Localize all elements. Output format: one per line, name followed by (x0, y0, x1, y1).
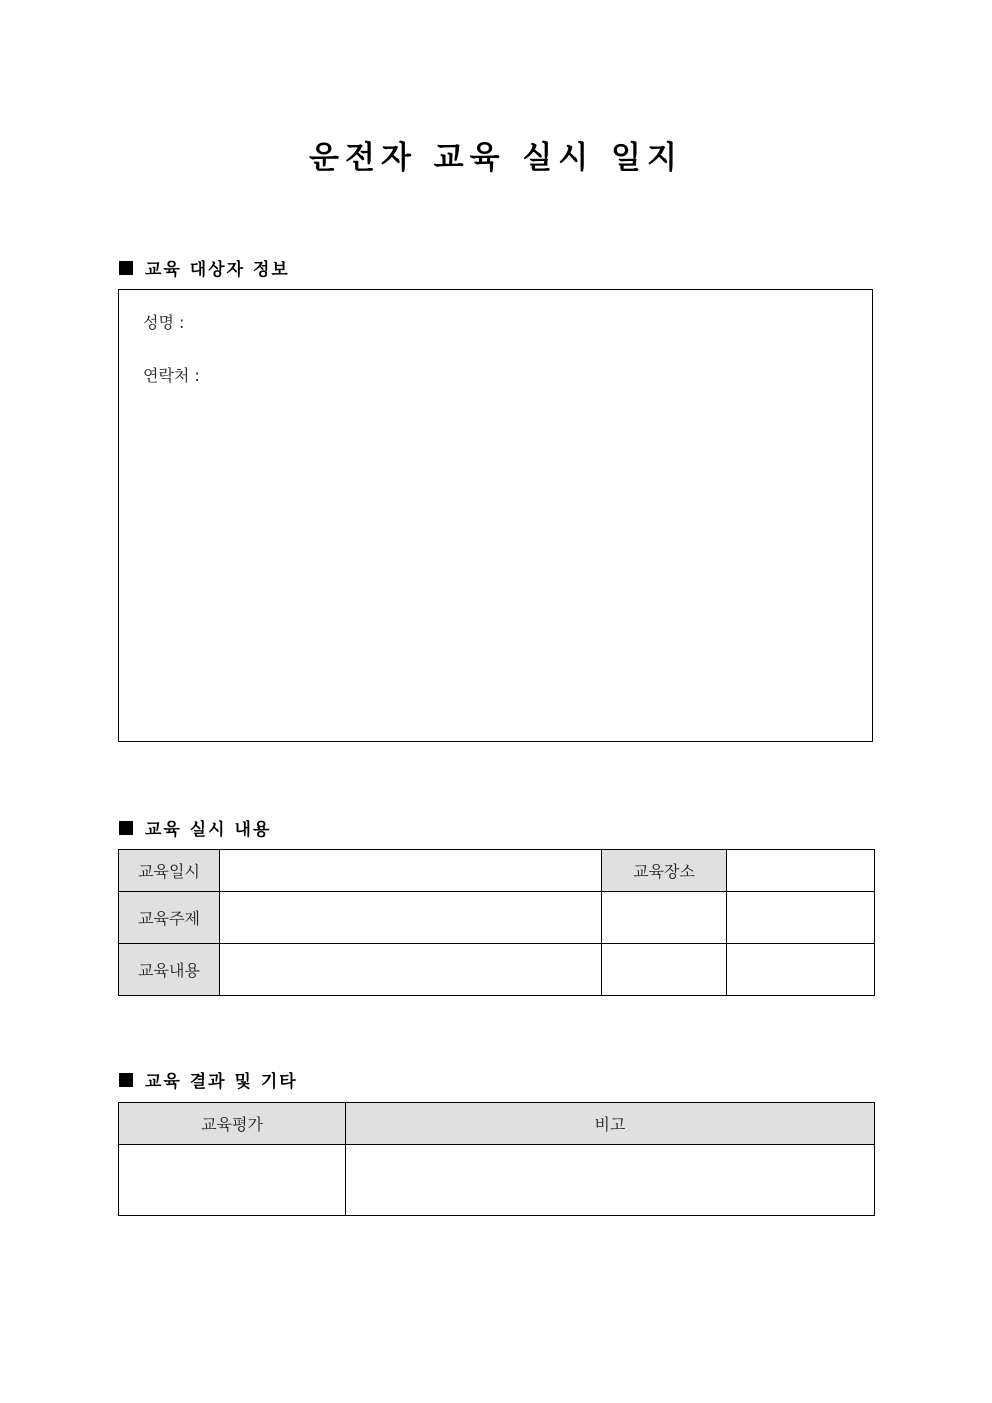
training-content-value[interactable] (220, 944, 602, 996)
training-date-value[interactable] (220, 850, 602, 892)
square-bullet-icon (119, 261, 133, 275)
section-heading-label: 교육 실시 내용 (145, 820, 272, 840)
results-table (118, 1102, 875, 1216)
name-field-label: 성명 : (143, 313, 185, 332)
training-content-label: 교육내용 (119, 944, 220, 996)
target-info-box (118, 289, 873, 742)
section-heading-label: 교육 결과 및 기타 (145, 1072, 298, 1092)
section-heading-training-content (119, 815, 271, 840)
remarks-header: 비고 (346, 1103, 875, 1145)
evaluation-value[interactable] (119, 1145, 346, 1216)
table-row (119, 944, 875, 996)
training-date-label: 교육일시 (119, 850, 220, 892)
table-row (119, 1103, 875, 1145)
table-row (119, 892, 875, 944)
contact-field-label: 연락처 : (143, 366, 200, 385)
table-cell[interactable] (727, 944, 875, 996)
section-heading-label: 교육 대상자 정보 (145, 260, 290, 280)
training-topic-label: 교육주제 (119, 892, 220, 944)
training-place-label: 교육장소 (602, 850, 727, 892)
table-row (119, 850, 875, 892)
section-heading-target-info (119, 255, 290, 280)
section-heading-results (119, 1067, 298, 1092)
training-topic-value[interactable] (220, 892, 602, 944)
training-place-value[interactable] (727, 850, 875, 892)
square-bullet-icon (119, 821, 133, 835)
table-row (119, 1145, 875, 1216)
remarks-value[interactable] (346, 1145, 875, 1216)
training-content-table (118, 849, 875, 996)
evaluation-header: 교육평가 (119, 1103, 346, 1145)
square-bullet-icon (119, 1073, 133, 1087)
table-cell[interactable] (602, 944, 727, 996)
page-title: 운전자 교육 실시 일지 (309, 140, 683, 176)
table-cell[interactable] (602, 892, 727, 944)
table-cell[interactable] (727, 892, 875, 944)
